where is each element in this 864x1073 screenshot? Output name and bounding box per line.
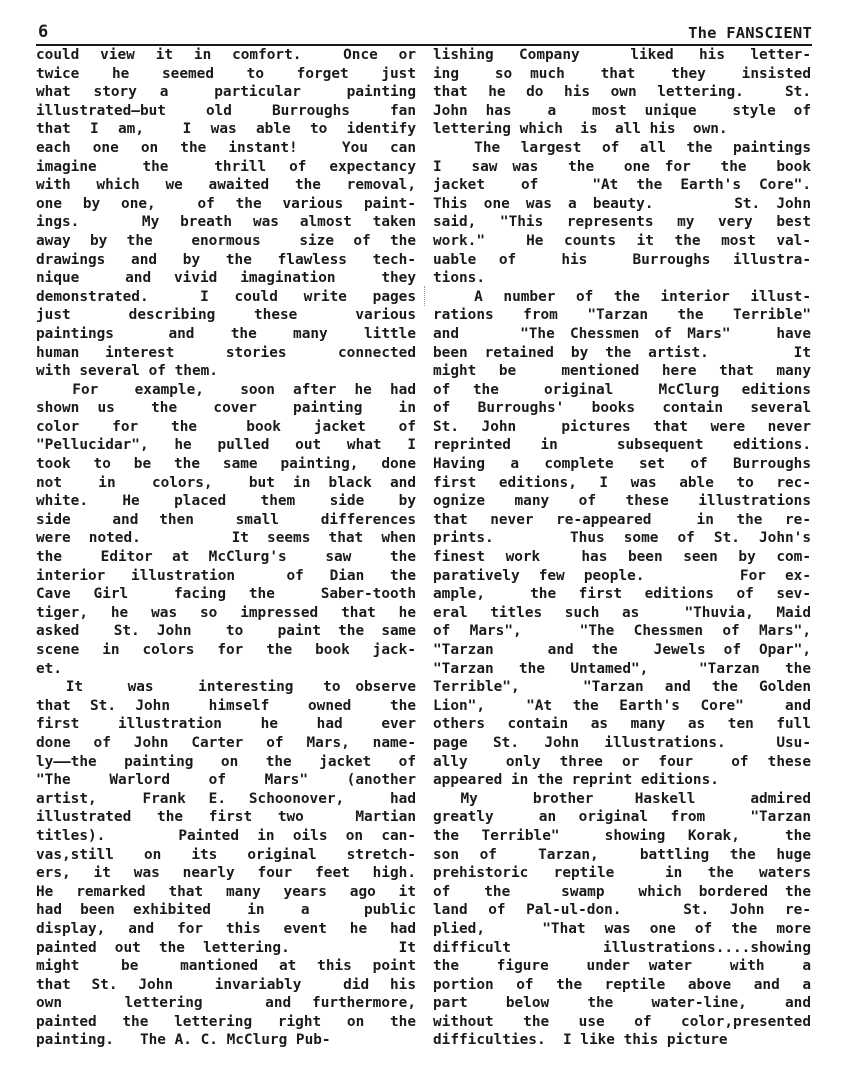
text-line: of the original McClurg editions bbox=[433, 381, 811, 398]
text-line: finest work has been seen by com- bbox=[433, 549, 811, 566]
text-line: page St. John illustrations. Usu- bbox=[433, 734, 811, 751]
text-line: took to be the same painting, done bbox=[36, 456, 416, 473]
text-line: without the use of color,presented bbox=[433, 1013, 811, 1030]
text-line: A number of the interior illust- bbox=[433, 288, 811, 305]
left-text-column bbox=[36, 46, 416, 1066]
text-line: first editions, I was able to rec- bbox=[433, 474, 811, 491]
text-line: that St. John invariably did his bbox=[36, 976, 416, 993]
text-line: not in colors, but in black and bbox=[36, 474, 416, 491]
text-line: "Tarzan and the Jewels of Opar", bbox=[433, 642, 811, 658]
text-line: others contain as many as ten full bbox=[433, 716, 811, 733]
text-line: might be mentioned here that many bbox=[433, 363, 811, 380]
text-line: the Terrible" showing Korak, the bbox=[433, 827, 811, 844]
text-line: ample, the first editions of sev- bbox=[433, 586, 811, 603]
text-line: the figure under water with a bbox=[433, 958, 811, 975]
text-line: paratively few people. For ex- bbox=[433, 567, 811, 584]
text-line: "Tarzan the Untamed", "Tarzan the bbox=[433, 660, 811, 677]
text-line: John has a most unique style of bbox=[433, 102, 811, 119]
text-line: that never re-appeared in the re- bbox=[433, 511, 811, 528]
text-line: Cave Girl facing the Saber-tooth bbox=[36, 586, 416, 603]
text-line: prehistoric reptile in the waters bbox=[433, 865, 811, 882]
text-line: ing so much that they insisted bbox=[433, 65, 811, 82]
text-line: It was interesting to observe bbox=[36, 679, 416, 696]
magazine-title: The FANSCIENT bbox=[688, 24, 812, 42]
text-line: human interest stories connected bbox=[36, 344, 416, 361]
text-line: own lettering and furthermore, bbox=[36, 995, 416, 1012]
text-line: paintings and the many little bbox=[36, 325, 416, 342]
text-line: lettering which is all his own. bbox=[433, 121, 728, 138]
text-line: side and then small differences bbox=[36, 511, 416, 528]
text-line: Having a complete set of Burroughs bbox=[433, 456, 811, 473]
text-line: each one on the instant! You can bbox=[36, 139, 416, 156]
text-line: imagine the thrill of expectancy bbox=[36, 158, 416, 175]
text-line: that I am, I was able to identify bbox=[36, 121, 416, 138]
text-line: Terrible", "Tarzan and the Golden bbox=[433, 679, 811, 696]
text-line: just describing these various bbox=[36, 307, 416, 324]
text-line: illustrated—but old Burroughs fan bbox=[36, 102, 416, 119]
text-line: part below the water-line, and bbox=[433, 995, 811, 1012]
column-divider bbox=[424, 286, 425, 306]
text-line: I saw was the one for the book bbox=[433, 158, 811, 175]
text-line: plied, "That was one of the more bbox=[433, 920, 811, 937]
page-number: 6 bbox=[38, 22, 49, 42]
text-line: of Mars", "The Chessmen of Mars", bbox=[433, 623, 811, 640]
text-line: and "The Chessmen of Mars" have bbox=[433, 325, 811, 342]
text-line: said, "This represents my very best bbox=[433, 214, 811, 231]
text-line: could view it in comfort. Once or bbox=[36, 47, 416, 63]
page-header bbox=[36, 22, 812, 46]
text-line: difficult illustrations....showing bbox=[433, 939, 811, 956]
text-line: lishing Company liked his letter- bbox=[433, 47, 811, 63]
text-line: prints. Thus some of St. John's bbox=[433, 530, 811, 547]
text-line: work." He counts it the most val- bbox=[433, 232, 811, 249]
text-line: of the swamp which bordered the bbox=[433, 883, 811, 900]
text-line: land of Pal-ul-don. St. John re- bbox=[433, 902, 811, 919]
text-line: white. He placed them side by bbox=[36, 493, 416, 510]
text-line: appeared in the reprint editions. bbox=[433, 772, 719, 789]
text-line: been retained by the artist. It bbox=[433, 344, 811, 361]
text-line: might be mantioned at this point bbox=[36, 958, 416, 975]
text-line: ers, it was nearly four feet high. bbox=[36, 865, 416, 882]
text-line: difficulties. I like this picture bbox=[433, 1032, 728, 1049]
text-line: ly——the painting on the jacket of bbox=[36, 753, 416, 770]
text-line: first illustration he had ever bbox=[36, 716, 416, 733]
text-line: My brother Haskell admired bbox=[433, 790, 811, 807]
right-text-column bbox=[433, 46, 811, 1066]
text-line: that St. John himself owned the bbox=[36, 697, 416, 714]
text-line: vas,still on its original stretch- bbox=[36, 846, 416, 863]
text-line: He remarked that many years ago it bbox=[36, 883, 416, 900]
text-line: asked St. John to paint the same bbox=[36, 623, 416, 640]
text-line: St. John pictures that were never bbox=[433, 418, 811, 435]
text-line: son of Tarzan, battling the huge bbox=[433, 846, 811, 863]
text-line: ally only three or four of these bbox=[433, 753, 811, 770]
text-line: titles). Painted in oils on can- bbox=[36, 827, 416, 844]
text-line: with several of them. bbox=[36, 363, 218, 380]
text-line: twice he seemed to forget just bbox=[36, 65, 416, 82]
text-line: had been exhibited in a public bbox=[36, 902, 416, 919]
text-line: were noted. It seems that when bbox=[36, 530, 416, 547]
text-line: Lion", "At the Earth's Core" and bbox=[433, 697, 811, 714]
text-line: The largest of all the paintings bbox=[433, 139, 811, 156]
text-line: ings. My breath was almost taken bbox=[36, 214, 416, 231]
text-line: "Pellucidar", he pulled out what I bbox=[36, 437, 416, 454]
text-line: painted the lettering right on the bbox=[36, 1013, 416, 1030]
text-line: that he do his own lettering. St. bbox=[433, 84, 811, 101]
text-line: uable of his Burroughs illustra- bbox=[433, 251, 811, 268]
text-line: portion of the reptile above and a bbox=[433, 976, 811, 993]
text-line: with which we awaited the removal, bbox=[36, 177, 416, 194]
text-line: scene in colors for the book jack- bbox=[36, 642, 416, 658]
text-line: done of John Carter of Mars, name- bbox=[36, 734, 416, 751]
text-line: demonstrated. I could write pages bbox=[36, 288, 416, 305]
text-line: reprinted in subsequent editions. bbox=[433, 437, 811, 454]
text-line: away by the enormous size of the bbox=[36, 232, 416, 249]
text-line: tiger, he was so impressed that he bbox=[36, 604, 416, 621]
text-line: drawings and by the flawless tech- bbox=[36, 251, 416, 268]
text-line: For example, soon after he had bbox=[36, 381, 416, 398]
text-line: illustrated the first two Martian bbox=[36, 809, 416, 826]
text-line: shown us the cover painting in bbox=[36, 400, 416, 417]
text-line: ognize many of these illustrations bbox=[433, 493, 811, 510]
text-line: what story a particular painting bbox=[36, 84, 416, 101]
text-line: tions. bbox=[433, 270, 485, 287]
text-line: nique and vivid imagination they bbox=[36, 270, 416, 287]
text-line: artist, Frank E. Schoonover, had bbox=[36, 790, 416, 807]
text-line: of Burroughs' books contain several bbox=[433, 400, 811, 417]
text-line: painting. The A. C. McClurg Pub- bbox=[36, 1032, 331, 1049]
text-line: one by one, of the various paint- bbox=[36, 195, 416, 212]
text-line: rations from "Tarzan the Terrible" bbox=[433, 307, 811, 324]
text-line: the Editor at McClurg's saw the bbox=[36, 549, 416, 566]
text-line: greatly an original from "Tarzan bbox=[433, 809, 811, 826]
text-line: interior illustration of Dian the bbox=[36, 567, 416, 584]
text-line: eral titles such as "Thuvia, Maid bbox=[433, 604, 811, 621]
text-line: et. bbox=[36, 660, 62, 677]
text-line: This one was a beauty. St. John bbox=[433, 195, 811, 212]
text-line: jacket of "At the Earth's Core". bbox=[433, 177, 811, 194]
text-line: painted out the lettering. It bbox=[36, 939, 416, 956]
text-line: "The Warlord of Mars" (another bbox=[36, 772, 416, 789]
text-line: display, and for this event he had bbox=[36, 920, 416, 937]
text-line: color for the book jacket of bbox=[36, 418, 416, 435]
